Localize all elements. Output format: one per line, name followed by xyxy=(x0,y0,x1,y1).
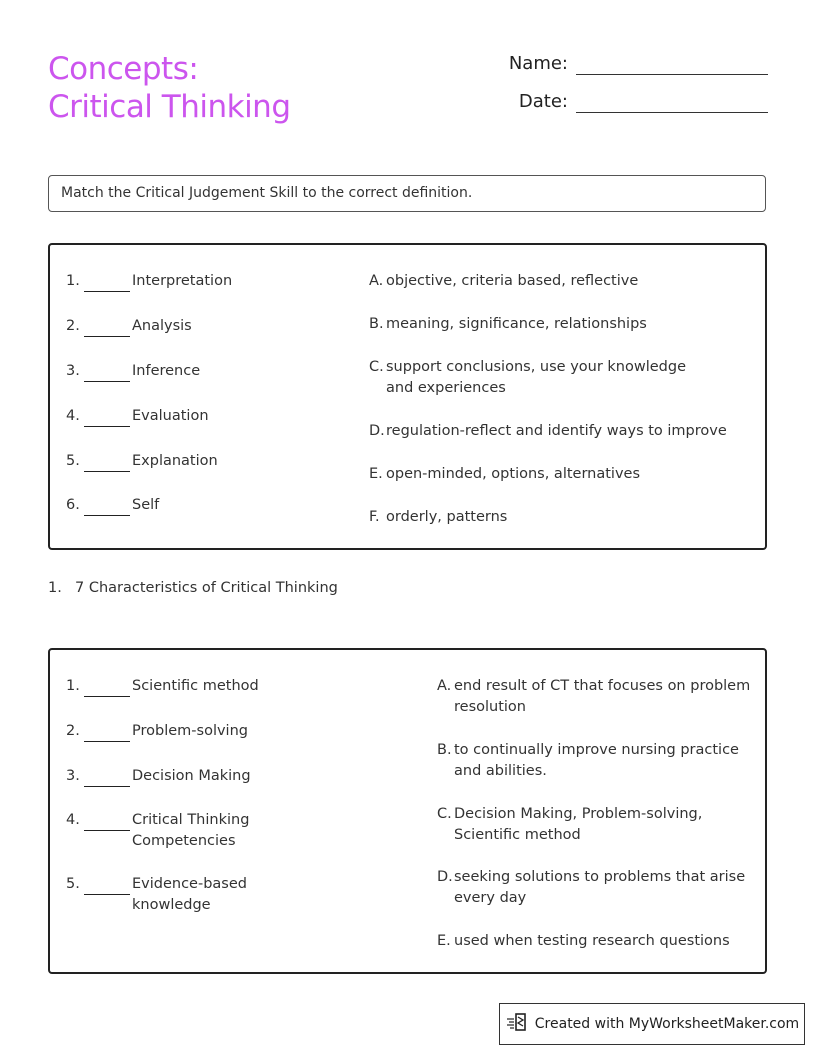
answer-blank[interactable] xyxy=(84,271,130,292)
answer-blank[interactable] xyxy=(84,874,130,895)
answer-letter: A. xyxy=(437,678,452,694)
answer-text: open-minded, options, alternatives xyxy=(386,466,641,482)
answer-row xyxy=(437,931,754,952)
answer-blank[interactable] xyxy=(84,406,130,427)
answer-text: orderly, patterns xyxy=(386,509,508,525)
date-input-line[interactable] xyxy=(576,90,768,113)
worksheet-maker-logo-icon xyxy=(505,1011,535,1037)
question-number: 3. xyxy=(66,768,80,784)
answer-row xyxy=(437,740,754,782)
answer-blank[interactable] xyxy=(84,721,130,742)
name-input-line[interactable] xyxy=(576,52,768,75)
question-text: Explanation xyxy=(132,453,218,469)
answer-text: meaning, significance, relationships xyxy=(386,316,647,332)
question-row xyxy=(66,451,218,472)
answer-text: to continually improve nursing practice and abilities. xyxy=(454,742,739,779)
question-number: 2. xyxy=(66,723,80,739)
name-label: Name: xyxy=(508,53,568,74)
answer-letter: A. xyxy=(369,273,384,289)
answer-letter: D. xyxy=(369,423,385,439)
answer-row xyxy=(369,271,676,292)
footer-credit[interactable] xyxy=(499,1003,805,1045)
answer-text: objective, criteria based, reflective xyxy=(386,273,639,289)
section-2-number: 1. xyxy=(48,580,62,596)
page-title xyxy=(48,50,291,126)
name-field[interactable] xyxy=(502,52,768,75)
answer-row xyxy=(369,314,676,335)
question-text: Decision Making xyxy=(132,768,251,784)
answer-row xyxy=(369,464,676,485)
section-2-title: 7 Characteristics of Critical Thinking xyxy=(75,580,338,596)
title-line-1: Concepts: xyxy=(48,51,199,87)
instructions-box: Match the Critical Judgement Skill to the correct definition. xyxy=(48,175,766,212)
answer-text: end result of CT that focuses on problem resolution xyxy=(454,678,751,715)
answer-blank[interactable] xyxy=(84,676,130,697)
answer-blank[interactable] xyxy=(84,766,130,787)
answer-letter: B. xyxy=(437,742,452,758)
answer-text: seeking solutions to problems that arise every day xyxy=(454,869,746,906)
question-text: Evaluation xyxy=(132,408,209,424)
answer-text: support conclusions, use your knowledge and experiences xyxy=(386,359,687,396)
matching-box-2 xyxy=(48,648,767,974)
answer-letter: F. xyxy=(369,509,380,525)
question-number: 1. xyxy=(66,678,80,694)
answer-text: used when testing research questions xyxy=(454,933,730,949)
answer-blank[interactable] xyxy=(84,316,130,337)
question-row xyxy=(66,361,200,382)
answer-letter: E. xyxy=(369,466,383,482)
question-row xyxy=(66,874,247,916)
question-row xyxy=(66,406,209,427)
question-text: Evidence-based knowledge xyxy=(132,876,247,913)
question-number: 4. xyxy=(66,408,80,424)
answer-letter: D. xyxy=(437,869,453,885)
question-number: 6. xyxy=(66,497,80,513)
question-number: 5. xyxy=(66,876,80,892)
question-number: 5. xyxy=(66,453,80,469)
question-row xyxy=(66,810,249,852)
answer-row xyxy=(437,867,754,909)
question-row xyxy=(66,676,259,697)
answer-letter: E. xyxy=(437,933,451,949)
question-text: Scientific method xyxy=(132,678,259,694)
question-text: Critical Thinking Competencies xyxy=(132,812,250,849)
section-2-heading xyxy=(48,578,338,599)
answer-row xyxy=(437,676,754,718)
answer-text: Decision Making, Problem-solving, Scientific method xyxy=(454,806,703,843)
question-number: 3. xyxy=(66,363,80,379)
matching-box-1 xyxy=(48,243,767,550)
answer-letter: C. xyxy=(437,806,452,822)
question-row xyxy=(66,766,251,787)
answer-row xyxy=(437,804,714,846)
answer-blank[interactable] xyxy=(84,810,130,831)
answer-blank[interactable] xyxy=(84,451,130,472)
question-text: Inference xyxy=(132,363,201,379)
question-row xyxy=(66,271,232,292)
answer-blank[interactable] xyxy=(84,361,130,382)
question-number: 2. xyxy=(66,318,80,334)
answer-letter: C. xyxy=(369,359,384,375)
question-text: Analysis xyxy=(132,318,192,334)
answer-row xyxy=(369,357,711,399)
answer-letter: B. xyxy=(369,316,384,332)
question-text: Problem-solving xyxy=(132,723,248,739)
answer-text: regulation-reflect and identify ways to improve xyxy=(386,423,727,439)
footer-text: Created with MyWorksheetMaker.com xyxy=(534,1016,800,1032)
date-field[interactable] xyxy=(502,90,768,113)
answer-row xyxy=(369,507,676,528)
answer-blank[interactable] xyxy=(84,495,130,516)
question-number: 4. xyxy=(66,812,80,828)
question-row xyxy=(66,495,159,516)
date-label: Date: xyxy=(518,91,568,112)
answer-row xyxy=(369,421,746,442)
question-text: Interpretation xyxy=(132,273,233,289)
question-row xyxy=(66,316,192,337)
question-text: Self xyxy=(132,497,160,513)
question-row xyxy=(66,721,248,742)
question-number: 1. xyxy=(66,273,80,289)
title-line-2: Critical Thinking xyxy=(48,89,291,125)
